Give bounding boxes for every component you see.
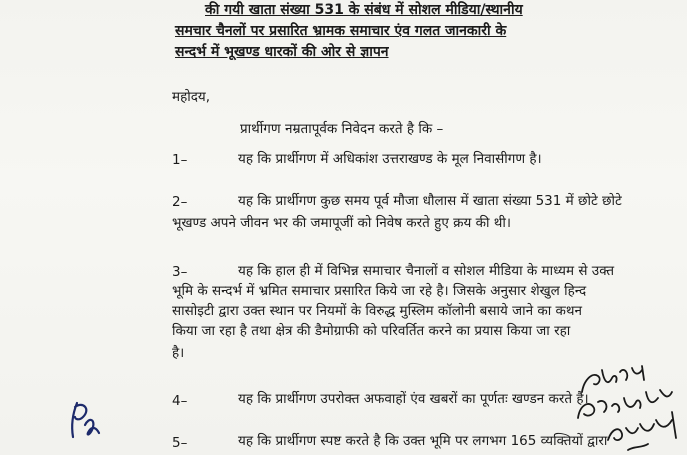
subject-line-2: समचार चैनलों पर प्रसारित भ्रामक समाचार एंव गलत जानकारी के [175, 23, 507, 39]
point-line: भूखण्ड अपने जीवन भर की जमापूजीं को निवेष करते हुए क्रय की थी। [172, 215, 511, 231]
point-number: 3– [172, 264, 188, 280]
point-number: 5– [172, 435, 188, 451]
point-line: सासोइटी द्वारा उक्त स्थान पर नियमों के विरुद्ध मुस्लिम कॉलोनी बसाये जाने का कथन [172, 303, 583, 319]
left-signature [55, 395, 115, 455]
subject-line-3: सन्दर्भ में भूखण्ड धारकों की ओर से ज्ञापन [175, 44, 389, 60]
subject-heading [175, 0, 605, 63]
point-number: 1– [172, 152, 188, 168]
point-line: भूमि के सन्दर्भ में भ्रमित समाचार प्रसारित किये जा रहे है। जिसके अनुसार शेखुल हिन्द [172, 283, 587, 299]
right-signature [568, 362, 686, 455]
point-line: यह कि प्रार्थीगण उपरोक्त अफवाहों एंव खबरों का पूर्णतः खण्डन करते है। [238, 391, 589, 407]
point-line: यह कि प्रार्थीगण में अधिकांश उत्तराखण्ड के मूल निवासीगण है। [238, 151, 542, 167]
point-line: किया जा रहा है तथा क्षेत्र की डैमोग्राफी को परिवर्तित करने का प्रयास किया जा रहा [172, 323, 571, 339]
point-number: 4– [172, 393, 188, 409]
point-line: है। [172, 345, 185, 361]
salutation: महोदय, [172, 89, 211, 105]
subject-line-1: की गयी खाता संख्या 531 के संबंध में सोशल मीडिया/स्थानीय [205, 2, 523, 18]
point-number: 2– [172, 194, 188, 210]
point-line: यह कि प्रार्थीगण स्पष्ट करते है कि उक्त भूमि पर लगभग 165 व्यक्तियों द्वारा [238, 433, 608, 449]
point-line: यह कि हाल ही में विभिन्न समाचार चैनालों व सोशल मीडिया के माध्यम से उक्त [238, 263, 615, 279]
point-line: यह कि प्रार्थीगण कुछ समय पूर्व मौजा धौलास में खाता संख्या 531 में छोटे छोटे [238, 193, 622, 209]
intro-text: प्रार्थीगण नम्रतापूर्वक निवेदन करते है कि – [240, 121, 444, 137]
